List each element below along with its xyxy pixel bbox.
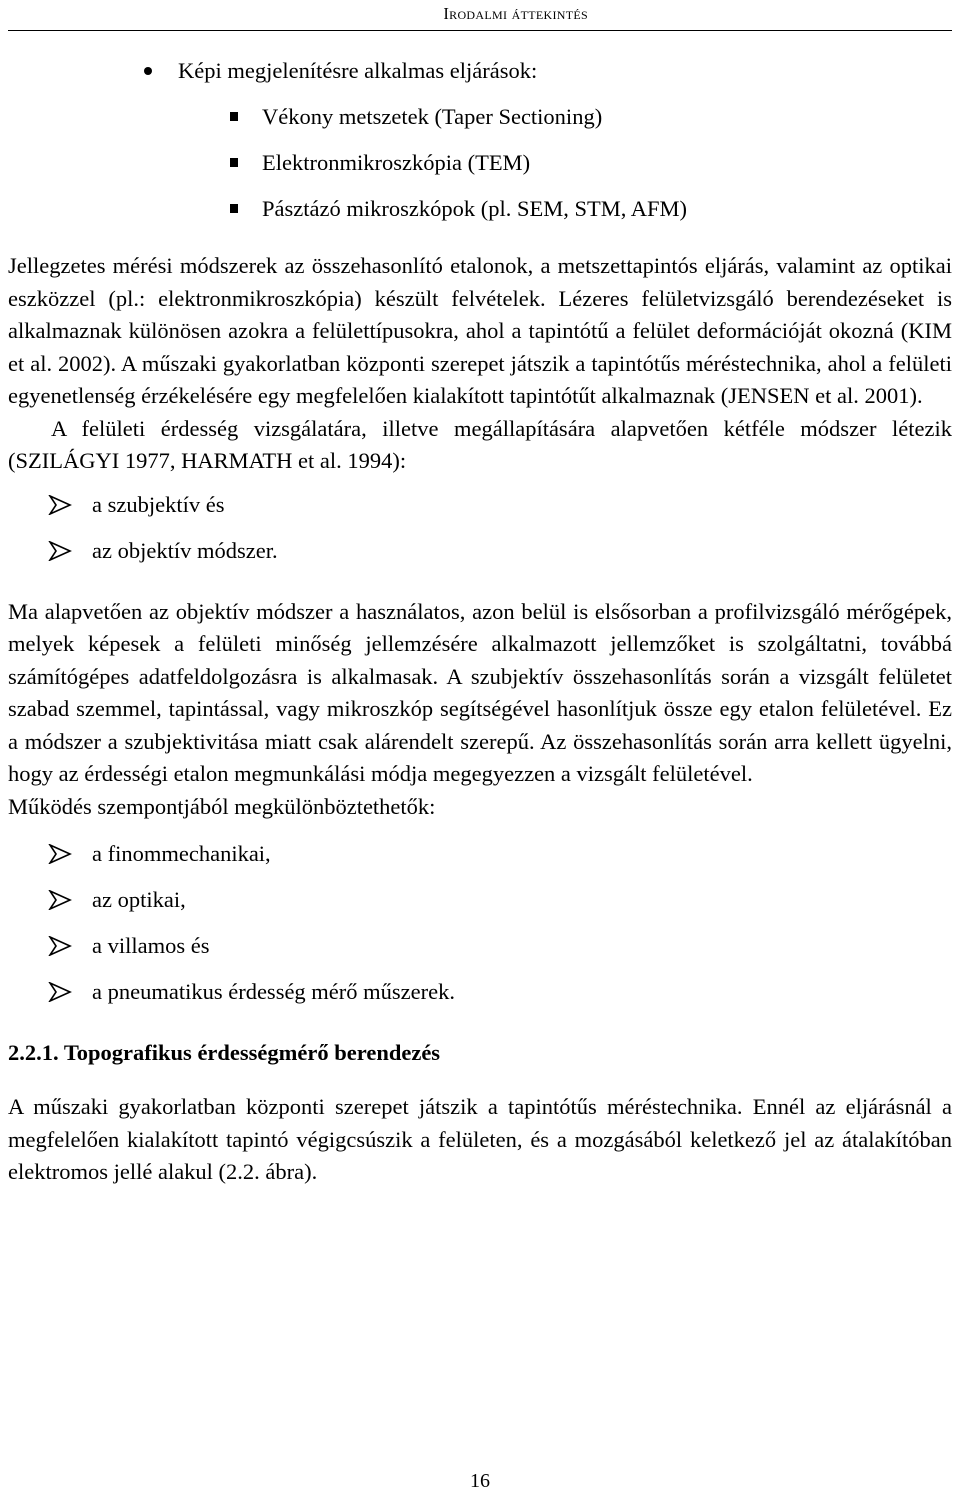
list-item-text: az optikai, — [92, 887, 186, 912]
bullet-item-text: Képi megjelenítésre alkalmas eljárások: — [178, 58, 538, 83]
running-header — [8, 0, 952, 31]
list-item-text: Elektronmikroszkópia (TEM) — [262, 150, 531, 175]
list-item — [8, 140, 952, 186]
square-bullet-icon — [230, 112, 238, 121]
list-item — [8, 482, 952, 528]
list-item — [8, 94, 952, 140]
bullet-item — [8, 48, 952, 94]
paragraph: A felületi érdesség vizsgálatára, illetve megállapítására alapvetően kétféle módszer létezik (SZILÁGYI 1977, HARMATH et al. 1994): — [8, 415, 952, 473]
square-bullet-icon — [230, 158, 238, 167]
arrow-bullet-icon — [48, 890, 72, 910]
arrow-bullet-icon — [48, 495, 72, 515]
page-body — [8, 48, 952, 1189]
method-list — [8, 482, 952, 574]
running-header-title: Irodalmi áttekintés — [443, 4, 588, 23]
page-number: 16 — [470, 1470, 490, 1492]
section-title: Topografikus érdességmérő berendezés — [63, 1040, 441, 1065]
list-item-text: a finommechanikai, — [92, 841, 271, 866]
arrow-bullet-icon — [48, 844, 72, 864]
paragraph: A műszaki gyakorlatban központi szerepet játszik a tapintótűs méréstechnika. Ennél az eljárásnál a megfelelően kialakított tapintó végigcsúszik a felületen, és a mozgásából keletkező jel az átalakítóban elektromos jellé alakul (2.2. ábra). — [8, 1094, 952, 1184]
bullet-dot-icon — [144, 67, 152, 75]
list-item — [8, 923, 952, 969]
list-item-text: Vékony metszetek (Taper Sectioning) — [262, 104, 603, 129]
paragraph: Működés szempontjából megkülönböztethetők: — [8, 793, 436, 819]
instrument-type-list — [8, 831, 952, 1015]
list-item-text: a pneumatikus érdesség mérő műszerek. — [92, 979, 455, 1004]
list-item — [8, 969, 952, 1015]
section-number: 2.2.1. — [8, 1040, 59, 1065]
list-item — [8, 528, 952, 574]
list-item — [8, 186, 952, 232]
list-item-text: a villamos és — [92, 933, 210, 958]
paragraph: Jellegzetes mérési módszerek az összehasonlító etalonok, a metszettapintós eljárás, valamint az optikai eszközzel (pl.: elektronmikroszkópia) készült felvételek. Lézeres felületvizsgáló berendezéseket is alkalmaznak különösen azokra a felülettípusokra, ahol a tapintótű a felület deformációját okozná (KIM et al. 2002). A műszaki gyakorlatban központi szerepet játszik a tapintótűs méréstechnika, ahol a felületi egyenetlenség érzékelésére egy megfelelően kialakított tapintótűt alkalmaznak (JENSEN et al. 2001). — [8, 253, 952, 408]
arrow-bullet-icon — [48, 936, 72, 956]
arrow-bullet-icon — [48, 982, 72, 1002]
square-bullet-icon — [230, 204, 238, 213]
list-item-text: Pásztázó mikroszkópok (pl. SEM, STM, AFM) — [262, 196, 687, 221]
imaging-method-list — [8, 94, 952, 232]
list-item — [8, 877, 952, 923]
list-item — [8, 831, 952, 877]
list-item-text: a szubjektív és — [92, 491, 225, 517]
paragraph: Ma alapvetően az objektív módszer a használatos, azon belül is elsősorban a profilvizsgáló mérőgépek, melyek képesek a felületi minőség jellemzésére alkalmazott jellemzőket is szolgáltatni, továbbá számítógépes adatfeldolgozásra is alkalmasak. A szubjektív összehasonlítás során a vizsgált felületet szabad szemmel, tapintással, vagy mikroszkóp segítségével hasonlítjuk össze egy etalon felületével. Ez a módszer a szubjektivitása miatt csak alárendelt szerepű. Az összehasonlítás során arra kellett ügyelni, hogy az érdességi etalon megmunkálási módja megegyezzen a vizsgált felületével. — [8, 598, 952, 786]
list-item-text: az objektív módszer. — [92, 537, 278, 563]
arrow-bullet-icon — [48, 541, 72, 561]
section-heading — [8, 1037, 952, 1069]
